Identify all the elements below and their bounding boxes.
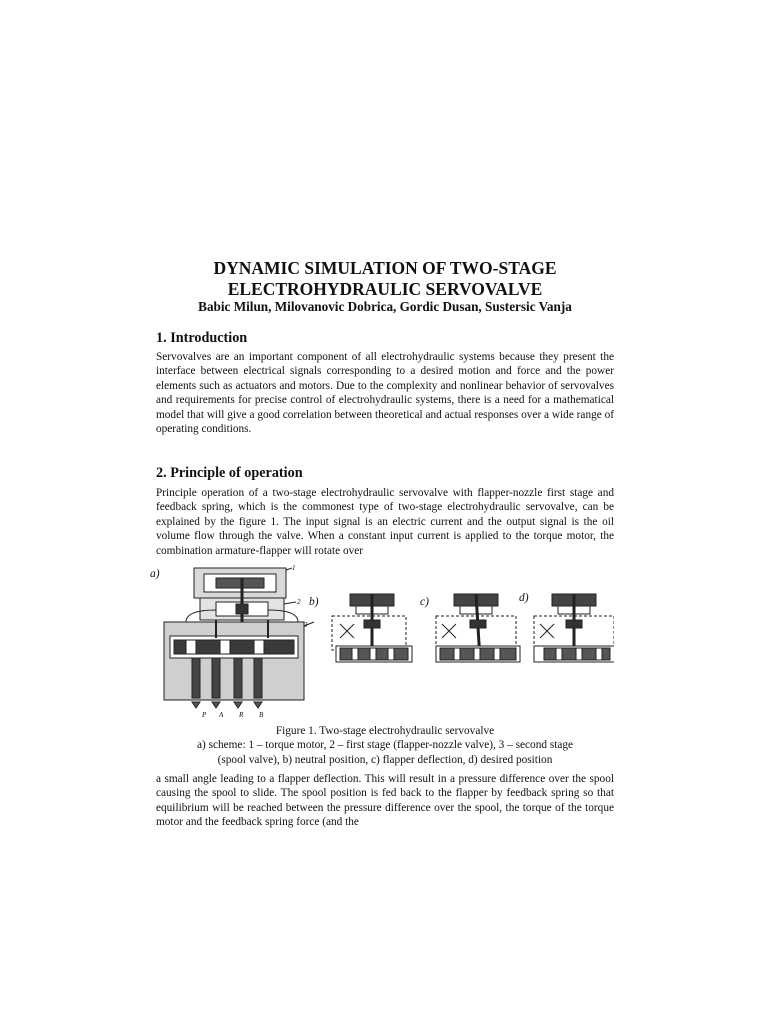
part-number-1: 1 — [292, 564, 296, 572]
part-number-3: 3 — [304, 621, 308, 629]
figure-1 — [150, 560, 614, 722]
figure-label-c: c) — [420, 596, 429, 608]
port-label-p: P — [202, 711, 207, 719]
figure-label-d: d) — [519, 592, 529, 604]
continuation-paragraph: a small angle leading to a flapper deflection. This will result in a pressure difference over the spool causing the spool to slide. The spool position is fed back to the flapper by feedback spring so that equilibrium will be reached between the pressure difference over the spool, the torque of the torque motor and the feedback spring force (and the — [156, 773, 614, 829]
scheme-a-drawing — [164, 568, 314, 708]
section-heading-introduction: 1. Introduction — [156, 330, 248, 346]
part-number-2: 2 — [297, 598, 301, 606]
figure-caption — [156, 724, 614, 767]
port-label-r: R — [239, 711, 244, 719]
introduction-paragraph: Servovalves are an important component of all electrohydraulic systems because they present the interface between electrical signals corresponding to a desired motion and force and the power elements such as actuators and motors. Due to the complexity and nonlinear behavior of servovalves and requirements for precise control of electrohydraulic systems, there is a need for a mathematical model that will give a good correlation between theoretical and actual responses over a wide range of operating conditions. — [156, 351, 614, 436]
port-label-a: A — [219, 711, 224, 719]
figure-label-b: b) — [309, 596, 319, 608]
author-list: Babic Milun, Milovanovic Dobrica, Gordic Dusan, Sustersic Vanja — [198, 299, 572, 314]
desired-position-drawing — [534, 594, 614, 662]
title-line-2: ELECTROHYDRAULIC SERVOVALVE — [227, 279, 543, 299]
paper-title — [156, 258, 614, 300]
port-label-b: B — [259, 711, 264, 719]
principle-paragraph: Principle operation of a two-stage electrohydraulic servovalve with flapper-nozzle first stage and feedback spring, which is the commonest type of two-stage electrohydraulic servovalve, can be explained by the figure 1. The input signal is an electric current and the output signal is the oil volume flow through the valve. When a constant input current is applied to the torque motor, the combination armature-flapper will rotate over — [156, 487, 614, 557]
title-line-1: DYNAMIC SIMULATION OF TWO-STAGE — [213, 258, 557, 278]
figure-label-a: a) — [150, 568, 160, 580]
flapper-deflection-drawing — [436, 594, 520, 662]
caption-line-1: Figure 1. Two-stage electrohydraulic servovalve — [275, 725, 495, 737]
servovalve-drawings — [156, 560, 614, 722]
caption-line-2: a) scheme: 1 – torque motor, 2 – first stage (flapper-nozzle valve), 3 – second stage — [196, 739, 574, 752]
section-heading-principle: 2. Principle of operation — [156, 465, 303, 481]
neutral-position-drawing — [332, 594, 412, 662]
caption-line-3: (spool valve), b) neutral position, c) flapper deflection, d) desired position — [217, 753, 553, 766]
